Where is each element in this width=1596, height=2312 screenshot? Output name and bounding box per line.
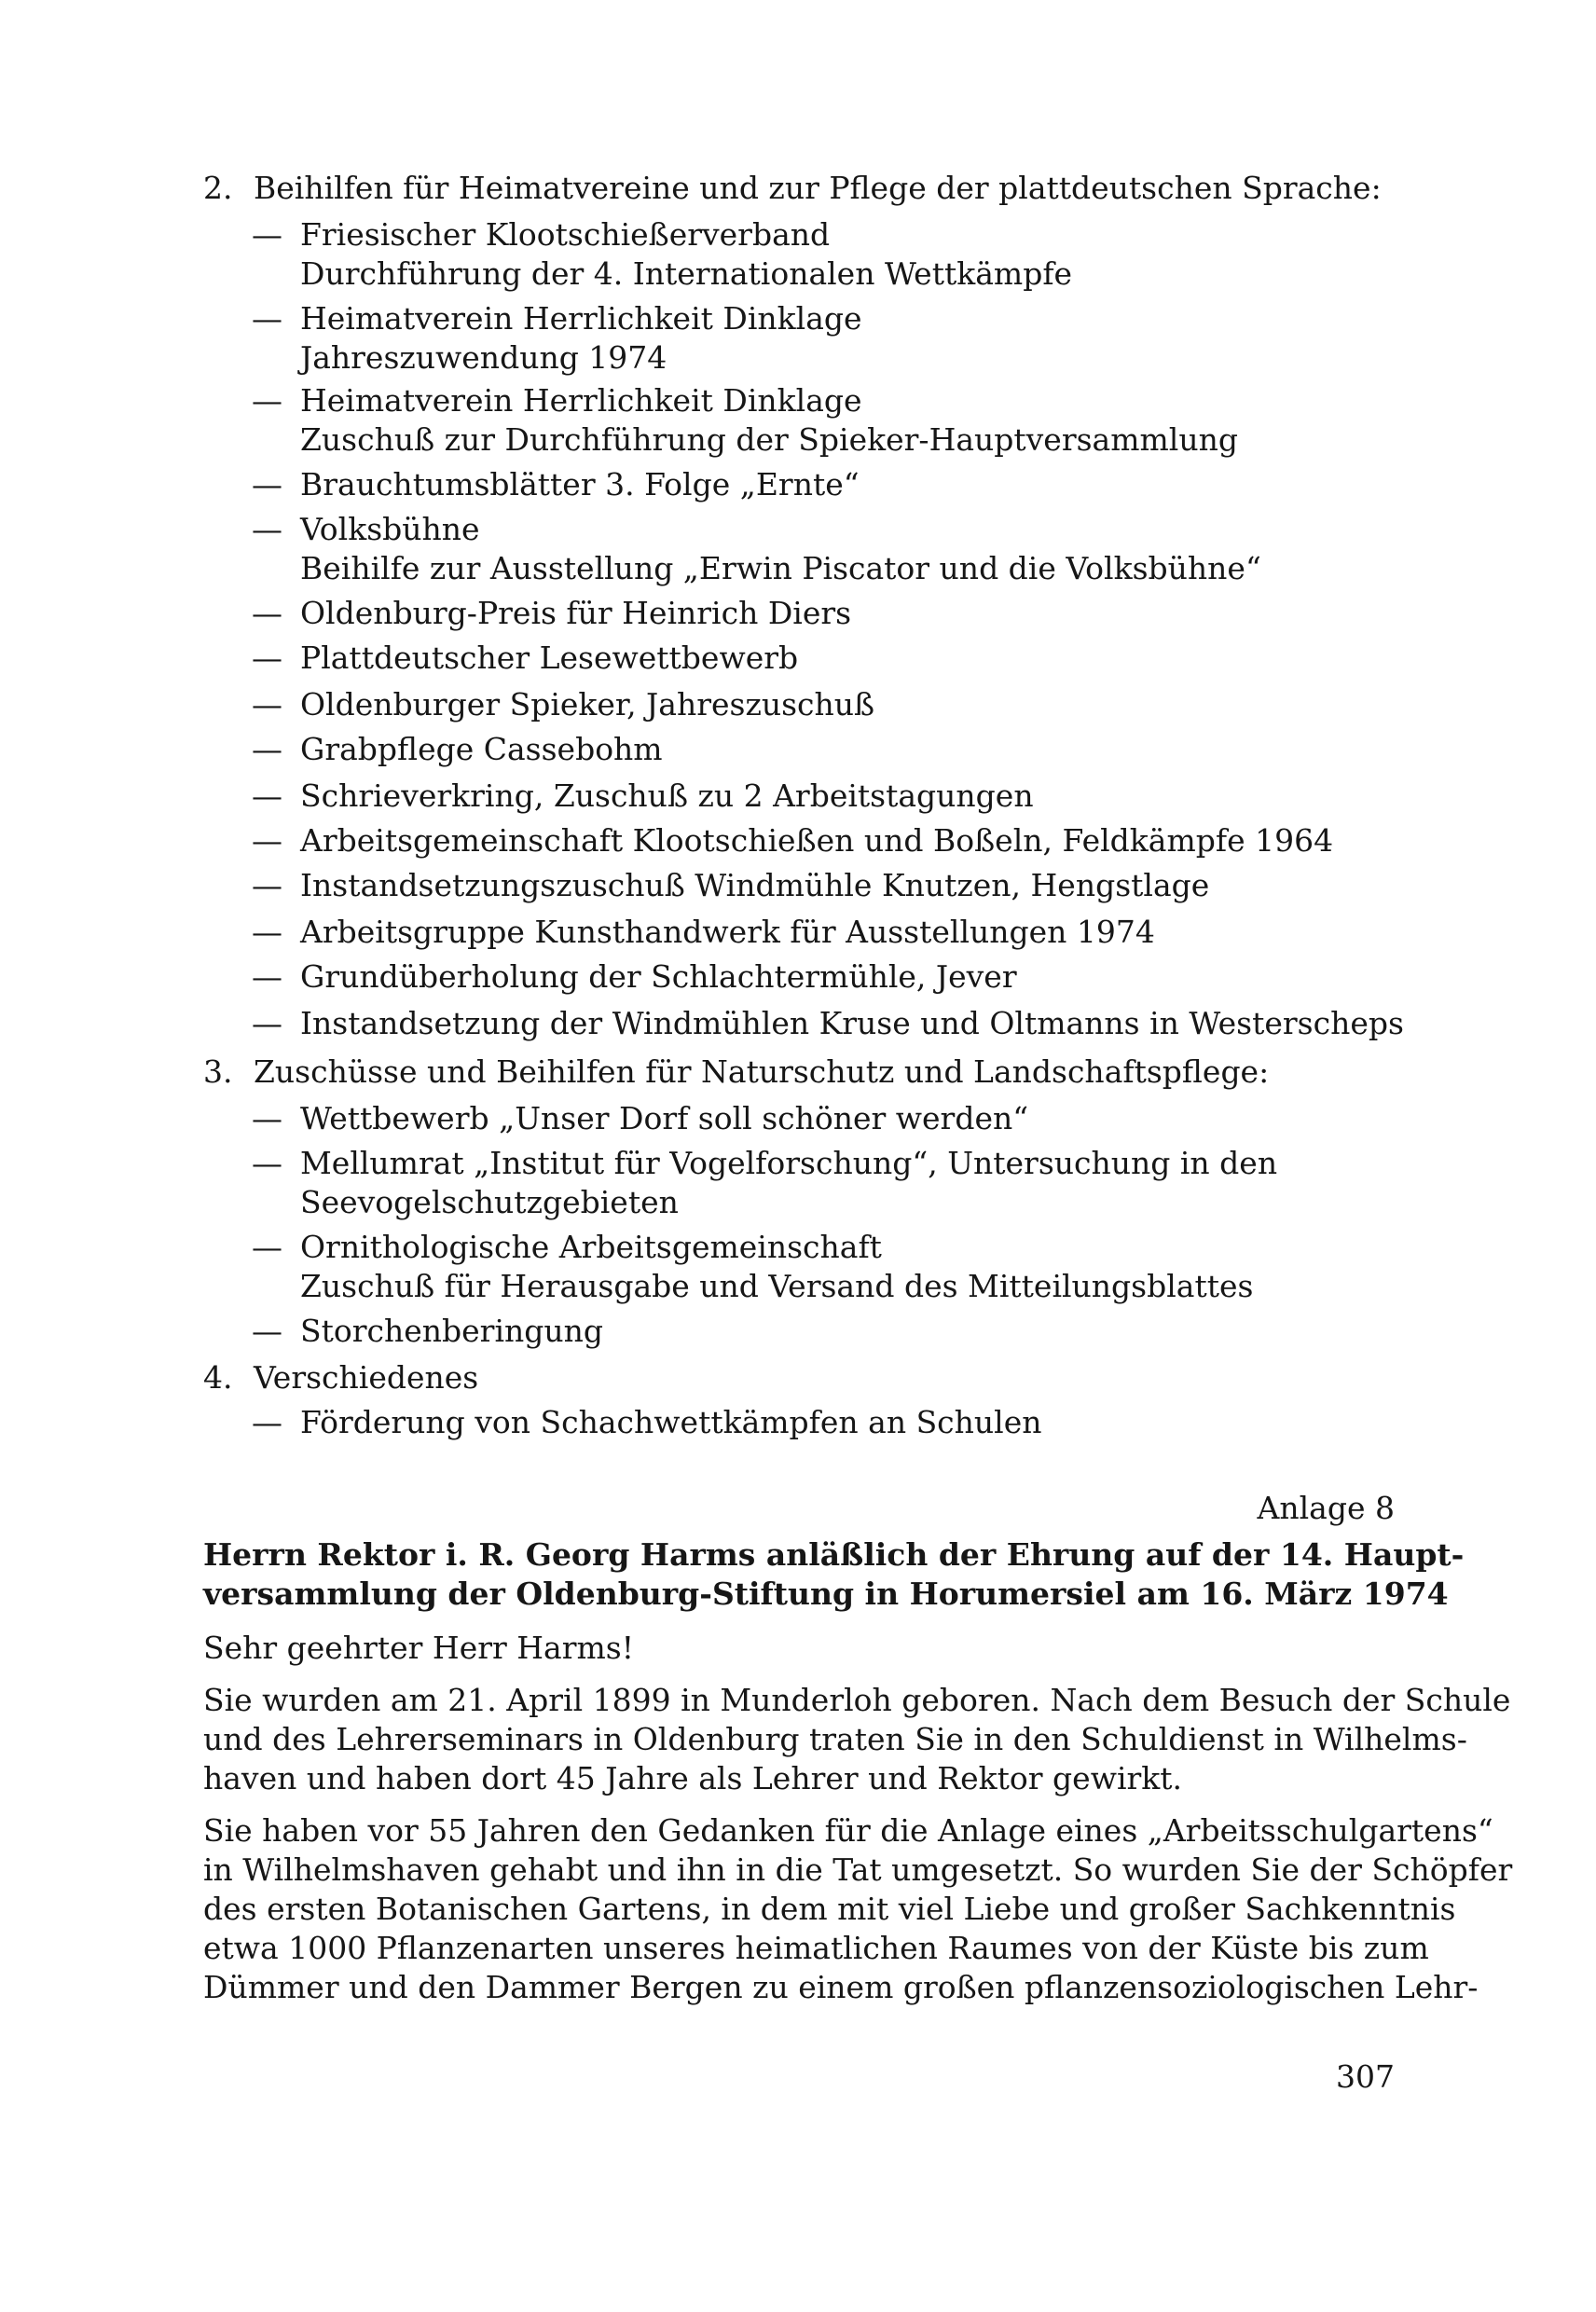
list-item-detail: Beihilfe zur Ausstellung „Erwin Piscator und die Volksbühne“ xyxy=(300,550,1261,586)
section-3-number: 3. xyxy=(203,1053,233,1090)
list-item: Brauchtumsblätter 3. Folge „Ernte“ xyxy=(300,466,860,502)
salutation: Sehr geehrter Herr Harms! xyxy=(203,1630,634,1666)
paragraph-line: Sie haben vor 55 Jahren den Gedanken für die Anlage eines „Arbeitsschulgartens“ xyxy=(203,1812,1493,1849)
section-2-number: 2. xyxy=(203,170,233,206)
list-item: Wettbewerb „Unser Dorf soll schöner werden“ xyxy=(300,1100,1029,1136)
list-item: Oldenburg-Preis für Heinrich Diers xyxy=(300,595,852,631)
paragraph-line: haven und haben dort 45 Jahre als Lehrer und Rektor gewirkt. xyxy=(203,1760,1183,1796)
paragraph-line: des ersten Botanischen Gartens, in dem mit viel Liebe und großer Sachkenntnis xyxy=(203,1891,1456,1927)
paragraph-line: in Wilhelmshaven gehabt und ihn in die Tat umgesetzt. So wurden Sie der Schöpfer xyxy=(203,1851,1513,1888)
paragraph-line: Sie wurden am 21. April 1899 in Munderloh geboren. Nach dem Besuch der Schule xyxy=(203,1682,1511,1718)
item-dash: — xyxy=(252,1005,282,1041)
item-dash: — xyxy=(252,686,282,722)
list-item-detail: Jahreszuwendung 1974 xyxy=(300,339,667,376)
list-item-detail: Durchführung der 4. Internationalen Wettkämpfe xyxy=(300,255,1073,292)
list-item: Förderung von Schachwettkämpfen an Schulen xyxy=(300,1404,1042,1440)
list-item: Heimatverein Herrlichkeit Dinklage xyxy=(300,300,862,337)
list-item: Arbeitsgruppe Kunsthandwerk für Ausstellungen 1974 xyxy=(300,914,1155,950)
item-dash: — xyxy=(252,382,282,419)
page-number: 307 xyxy=(1336,2058,1395,2095)
paragraph-line: etwa 1000 Pflanzenarten unseres heimatlichen Raumes von der Küste bis zum xyxy=(203,1930,1429,1966)
item-dash: — xyxy=(252,640,282,676)
item-dash: — xyxy=(252,595,282,631)
list-item: Arbeitsgemeinschaft Klootschießen und Boßeln, Feldkämpfe 1964 xyxy=(300,822,1334,859)
annex-label: Anlage 8 xyxy=(1257,1490,1395,1526)
list-item: Mellumrat „Institut für Vogelforschung“, Untersuchung in den xyxy=(300,1145,1278,1181)
section-2-heading: Beihilfen für Heimatvereine und zur Pflege der plattdeutschen Sprache: xyxy=(254,170,1382,206)
list-item: Oldenburger Spieker, Jahreszuschuß xyxy=(300,686,875,722)
item-dash: — xyxy=(252,1229,282,1265)
article-title-line-1: Herrn Rektor i. R. Georg Harms anläßlich der Ehrung auf der 14. Haupt- xyxy=(203,1536,1465,1573)
section-3-heading: Zuschüsse und Beihilfen für Naturschutz und Landschaftspflege: xyxy=(254,1053,1270,1090)
list-item: Storchenberingung xyxy=(300,1313,604,1349)
list-item: Schrieverkring, Zuschuß zu 2 Arbeitstagungen xyxy=(300,778,1034,814)
list-item-detail: Seevogelschutzgebieten xyxy=(300,1184,679,1220)
item-dash: — xyxy=(252,731,282,767)
section-4-number: 4. xyxy=(203,1359,233,1396)
list-item-detail: Zuschuß für Herausgabe und Versand des Mitteilungsblattes xyxy=(300,1268,1254,1304)
list-item: Plattdeutscher Lesewettbewerb xyxy=(300,640,799,676)
list-item: Instandsetzung der Windmühlen Kruse und Oltmanns in Westerscheps xyxy=(300,1005,1404,1041)
item-dash: — xyxy=(252,914,282,950)
list-item: Ornithologische Arbeitsgemeinschaft xyxy=(300,1229,882,1265)
item-dash: — xyxy=(252,1404,282,1440)
list-item-detail: Zuschuß zur Durchführung der Spieker-Hauptversammlung xyxy=(300,421,1238,458)
item-dash: — xyxy=(252,216,282,253)
list-item: Instandsetzungszuschuß Windmühle Knutzen, Hengstlage xyxy=(300,867,1210,903)
list-item: Grundüberholung der Schlachtermühle, Jever xyxy=(300,958,1017,995)
section-4-heading: Verschiedenes xyxy=(254,1359,479,1396)
paragraph-line: Dümmer und den Dammer Bergen zu einem großen pflanzensoziologischen Lehr- xyxy=(203,1969,1479,2005)
list-item: Grabpflege Cassebohm xyxy=(300,731,663,767)
item-dash: — xyxy=(252,867,282,903)
item-dash: — xyxy=(252,958,282,995)
item-dash: — xyxy=(252,466,282,502)
paragraph-line: und des Lehrerseminars in Oldenburg traten Sie in den Schuldienst in Wilhelms- xyxy=(203,1721,1467,1757)
list-item: Volksbühne xyxy=(300,511,480,547)
item-dash: — xyxy=(252,778,282,814)
list-item: Friesischer Klootschießerverband xyxy=(300,216,831,253)
article-title-line-2: versammlung der Oldenburg-Stiftung in Horumersiel am 16. März 1974 xyxy=(203,1576,1449,1612)
list-item: Heimatverein Herrlichkeit Dinklage xyxy=(300,382,862,419)
item-dash: — xyxy=(252,300,282,337)
item-dash: — xyxy=(252,1145,282,1181)
item-dash: — xyxy=(252,511,282,547)
item-dash: — xyxy=(252,1100,282,1136)
item-dash: — xyxy=(252,822,282,859)
item-dash: — xyxy=(252,1313,282,1349)
